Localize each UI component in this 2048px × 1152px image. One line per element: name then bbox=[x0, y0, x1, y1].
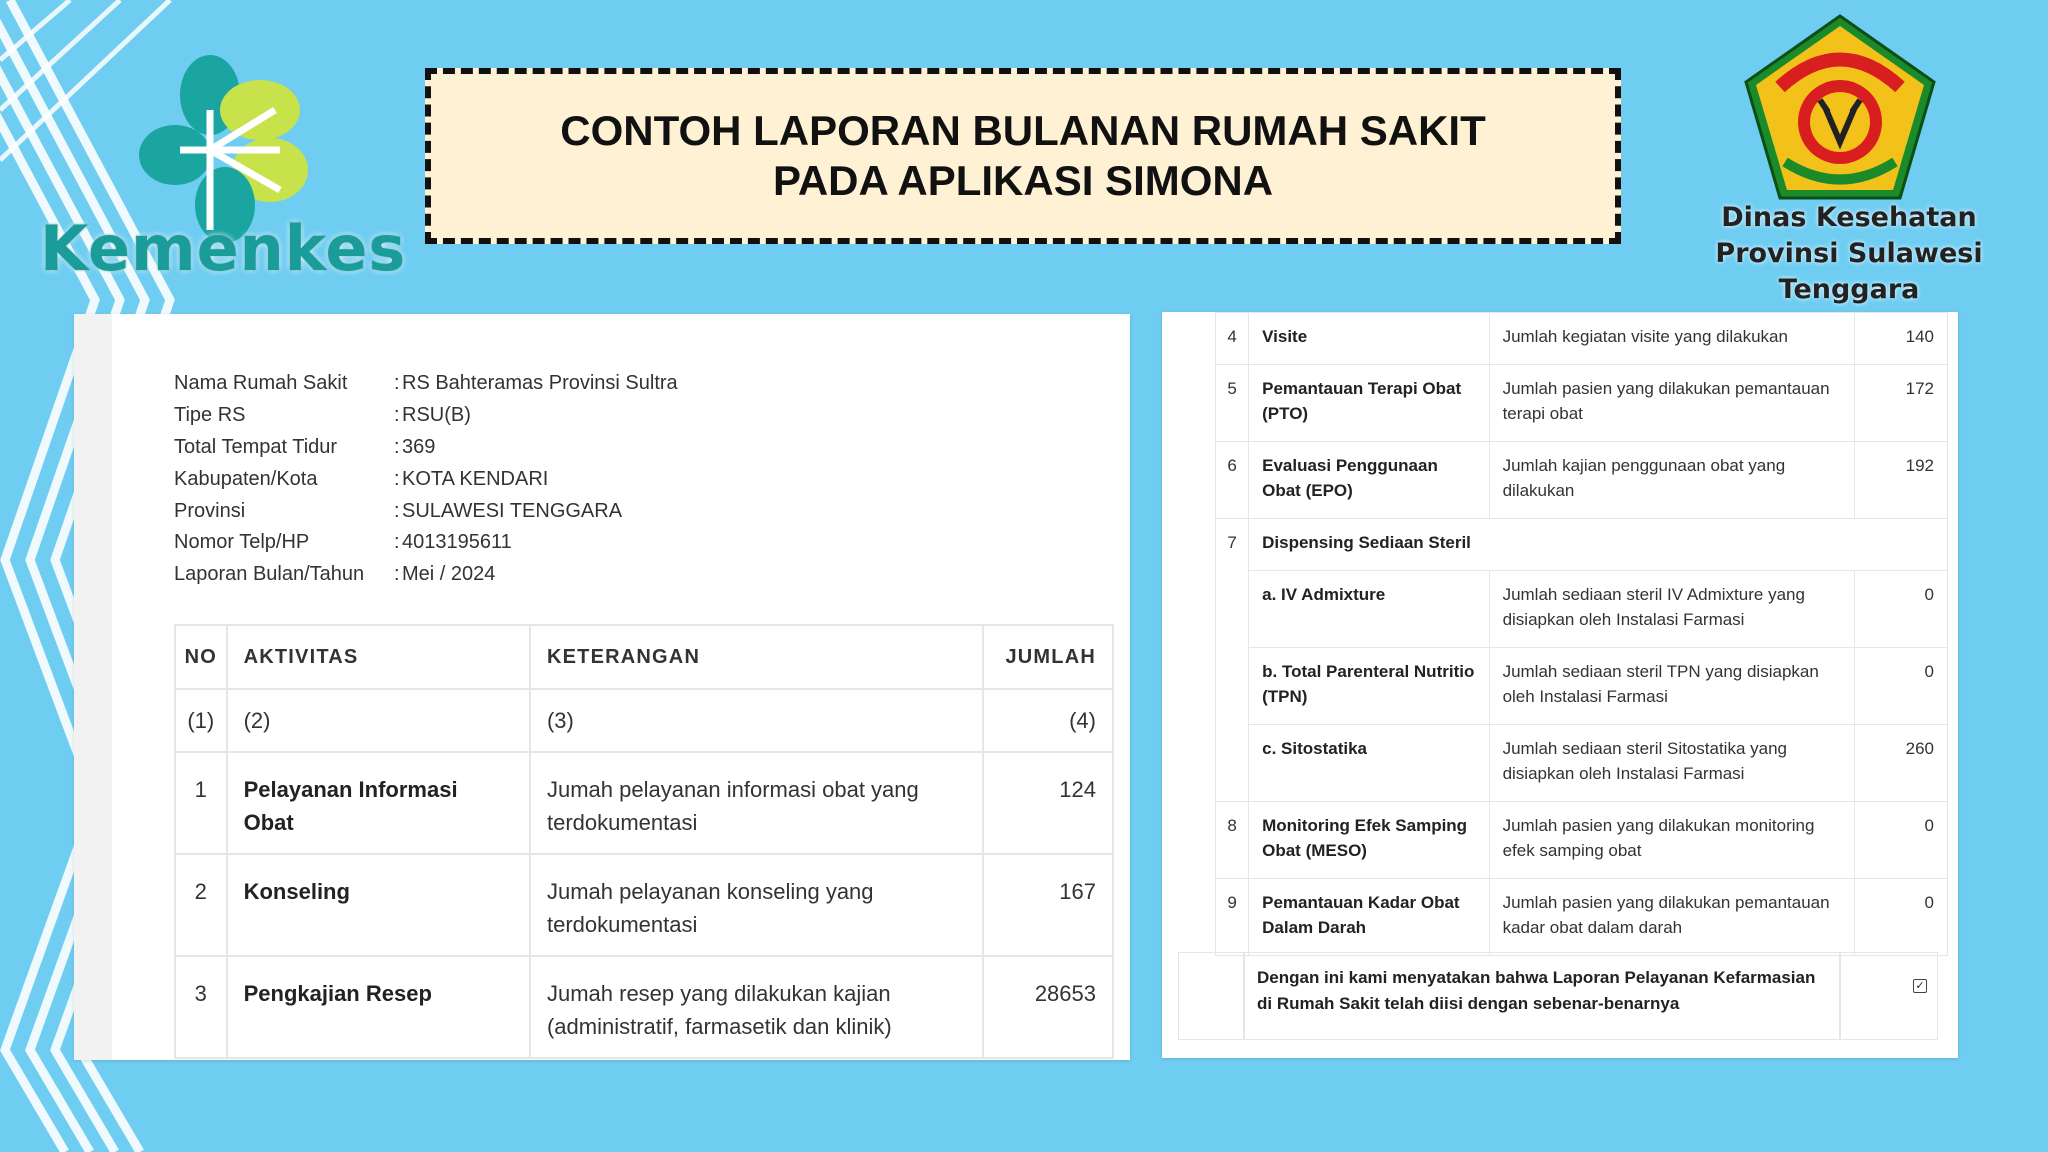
dinkes-province: Provinsi Sulawesi Tenggara bbox=[1715, 238, 1983, 305]
dinkes-logo-text bbox=[1650, 200, 2048, 308]
table-row bbox=[1216, 442, 1948, 519]
row-jumlah: 140 bbox=[1855, 313, 1948, 365]
info-label: Total Tempat Tidur bbox=[174, 435, 338, 458]
row-no: 6 bbox=[1216, 442, 1249, 519]
row-aktivitas: Konseling bbox=[227, 854, 530, 956]
table-row bbox=[1216, 879, 1948, 956]
row-aktivitas: Visite bbox=[1249, 313, 1489, 365]
row-no: 7 bbox=[1216, 519, 1249, 571]
row-jumlah: 0 bbox=[1855, 802, 1948, 879]
row-keterangan: Jumlah pasien yang dilakukan pemantauan terapi obat bbox=[1489, 365, 1854, 442]
column-header-no: NO bbox=[175, 625, 227, 689]
info-value: KOTA KENDARI bbox=[402, 467, 549, 490]
info-row-hospital-name bbox=[174, 368, 678, 400]
row-keterangan: Jumlah sediaan steril IV Admixture yang disiapkan oleh Instalasi Farmasi bbox=[1489, 571, 1854, 648]
row-aktivitas: Monitoring Efek Samping Obat (MESO) bbox=[1249, 802, 1489, 879]
info-row-city bbox=[174, 463, 678, 495]
row-no: 3 bbox=[175, 956, 227, 1058]
row-aktivitas: Pemantauan Kadar Obat Dalam Darah bbox=[1249, 879, 1489, 956]
info-label: Provinsi bbox=[174, 499, 246, 522]
row-keterangan: Jumah pelayanan konseling yang terdokumentasi bbox=[530, 854, 983, 956]
info-row-province bbox=[174, 495, 678, 527]
kemenkes-logo-text: Kemenkes bbox=[40, 212, 407, 285]
table-row bbox=[175, 854, 1113, 956]
left-panel-gutter bbox=[74, 314, 112, 1060]
table-row bbox=[1216, 365, 1948, 442]
row-jumlah: 28653 bbox=[983, 956, 1113, 1058]
activity-table-continued bbox=[1215, 312, 1948, 956]
row-keterangan: Jumlah kegiatan visite yang dilakukan bbox=[1489, 313, 1854, 365]
row-jumlah: 172 bbox=[1855, 365, 1948, 442]
column-header-aktivitas: AKTIVITAS bbox=[227, 625, 530, 689]
row-aktivitas: Evaluasi Penggunaan Obat (EPO) bbox=[1249, 442, 1489, 519]
info-colon: : bbox=[394, 404, 400, 427]
row-keterangan: Jumlah sediaan steril Sitostatika yang disiapkan oleh Instalasi Farmasi bbox=[1489, 725, 1854, 802]
row-no: 2 bbox=[175, 854, 227, 956]
column-header-jumlah: JUMLAH bbox=[983, 625, 1113, 689]
declaration-checkbox[interactable]: ✓ bbox=[1913, 979, 1927, 993]
row-aktivitas: Pemantauan Terapi Obat (PTO) bbox=[1249, 365, 1489, 442]
table-row-group-header bbox=[1216, 519, 1948, 571]
page-title-box bbox=[425, 68, 1621, 244]
info-label: Tipe RS bbox=[174, 404, 246, 427]
info-row-beds bbox=[174, 432, 678, 464]
info-colon: : bbox=[394, 499, 400, 522]
row-keterangan: Jumlah kajian penggunaan obat yang dilakukan bbox=[1489, 442, 1854, 519]
info-colon: : bbox=[394, 435, 400, 458]
info-colon: : bbox=[394, 467, 400, 490]
info-value: SULAWESI TENGGARA bbox=[402, 499, 623, 522]
table-row bbox=[175, 752, 1113, 854]
subheader-jumlah: (4) bbox=[983, 689, 1113, 752]
row-aktivitas: c. Sitostatika bbox=[1249, 725, 1489, 802]
row-aktivitas: a. IV Admixture bbox=[1249, 571, 1489, 648]
row-no: 8 bbox=[1216, 802, 1249, 879]
declaration-box bbox=[1178, 952, 1938, 1040]
info-row-period bbox=[174, 559, 678, 591]
column-header-keterangan: KETERANGAN bbox=[530, 625, 983, 689]
row-jumlah: 192 bbox=[1855, 442, 1948, 519]
info-colon: : bbox=[394, 372, 400, 395]
table-row bbox=[1216, 802, 1948, 879]
row-no-blank bbox=[1216, 725, 1249, 802]
table-row-subitem bbox=[1216, 648, 1948, 725]
declaration-text: Dengan ini kami menyatakan bahwa Laporan Pelayanan Kefarmasian di Rumah Sakit telah diisi dengan sebenar-benarnya bbox=[1257, 968, 1816, 1013]
row-jumlah: 124 bbox=[983, 752, 1113, 854]
table-row-subitem bbox=[1216, 571, 1948, 648]
info-value: 369 bbox=[402, 435, 436, 458]
row-jumlah: 0 bbox=[1855, 879, 1948, 956]
row-aktivitas: Pengkajian Resep bbox=[227, 956, 530, 1058]
info-value: Mei / 2024 bbox=[402, 563, 496, 586]
row-keterangan: Jumah pelayanan informasi obat yang terdokumentasi bbox=[530, 752, 983, 854]
row-keterangan: Jumlah sediaan steril TPN yang disiapkan oleh Instalasi Farmasi bbox=[1489, 648, 1854, 725]
row-keterangan: Jumah resep yang dilakukan kajian (administratif, farmasetik dan klinik) bbox=[530, 956, 983, 1058]
page-title-line-1: CONTOH LAPORAN BULANAN RUMAH SAKIT bbox=[560, 107, 1486, 154]
row-aktivitas: Dispensing Sediaan Steril bbox=[1249, 519, 1948, 571]
row-keterangan: Jumlah pasien yang dilakukan monitoring efek samping obat bbox=[1489, 802, 1854, 879]
info-label: Kabupaten/Kota bbox=[174, 467, 318, 490]
table-row-subitem bbox=[1216, 725, 1948, 802]
declaration-divider bbox=[1839, 953, 1841, 1039]
subheader-aktivitas: (2) bbox=[227, 689, 530, 752]
info-row-phone bbox=[174, 527, 678, 559]
info-value: RS Bahteramas Provinsi Sultra bbox=[402, 372, 678, 395]
info-colon: : bbox=[394, 563, 400, 586]
hospital-info bbox=[174, 368, 678, 591]
info-label: Laporan Bulan/Tahun bbox=[174, 563, 365, 586]
row-no: 4 bbox=[1216, 313, 1249, 365]
dinkes-name: Dinas Kesehatan bbox=[1721, 202, 1977, 233]
info-label: Nomor Telp/HP bbox=[174, 531, 310, 554]
info-value: 4013195611 bbox=[402, 531, 512, 554]
info-colon: : bbox=[394, 531, 400, 554]
row-aktivitas: b. Total Parenteral Nutritio (TPN) bbox=[1249, 648, 1489, 725]
row-no: 1 bbox=[175, 752, 227, 854]
info-label: Nama Rumah Sakit bbox=[174, 372, 348, 395]
row-jumlah: 0 bbox=[1855, 648, 1948, 725]
row-aktivitas: Pelayanan Informasi Obat bbox=[227, 752, 530, 854]
row-no-blank bbox=[1216, 571, 1249, 648]
report-left-panel bbox=[74, 314, 1130, 1060]
report-right-panel bbox=[1162, 312, 1958, 1058]
row-jumlah: 167 bbox=[983, 854, 1113, 956]
table-header-row bbox=[175, 625, 1113, 689]
table-subheader-row bbox=[175, 689, 1113, 752]
info-value: RSU(B) bbox=[402, 404, 471, 427]
row-no: 5 bbox=[1216, 365, 1249, 442]
info-row-type bbox=[174, 400, 678, 432]
row-no: 9 bbox=[1216, 879, 1249, 956]
declaration-divider bbox=[1243, 953, 1245, 1039]
page-title-line-2: PADA APLIKASI SIMONA bbox=[772, 157, 1274, 204]
subheader-no: (1) bbox=[175, 689, 227, 752]
table-row bbox=[175, 956, 1113, 1058]
table-row bbox=[1216, 313, 1948, 365]
row-no-blank bbox=[1216, 648, 1249, 725]
row-jumlah: 0 bbox=[1855, 571, 1948, 648]
row-keterangan: Jumlah pasien yang dilakukan pemantauan kadar obat dalam darah bbox=[1489, 879, 1854, 956]
sulawesi-tenggara-seal-logo bbox=[1740, 12, 1940, 202]
subheader-keterangan: (3) bbox=[530, 689, 983, 752]
row-jumlah: 260 bbox=[1855, 725, 1948, 802]
activity-table bbox=[174, 624, 1114, 1059]
